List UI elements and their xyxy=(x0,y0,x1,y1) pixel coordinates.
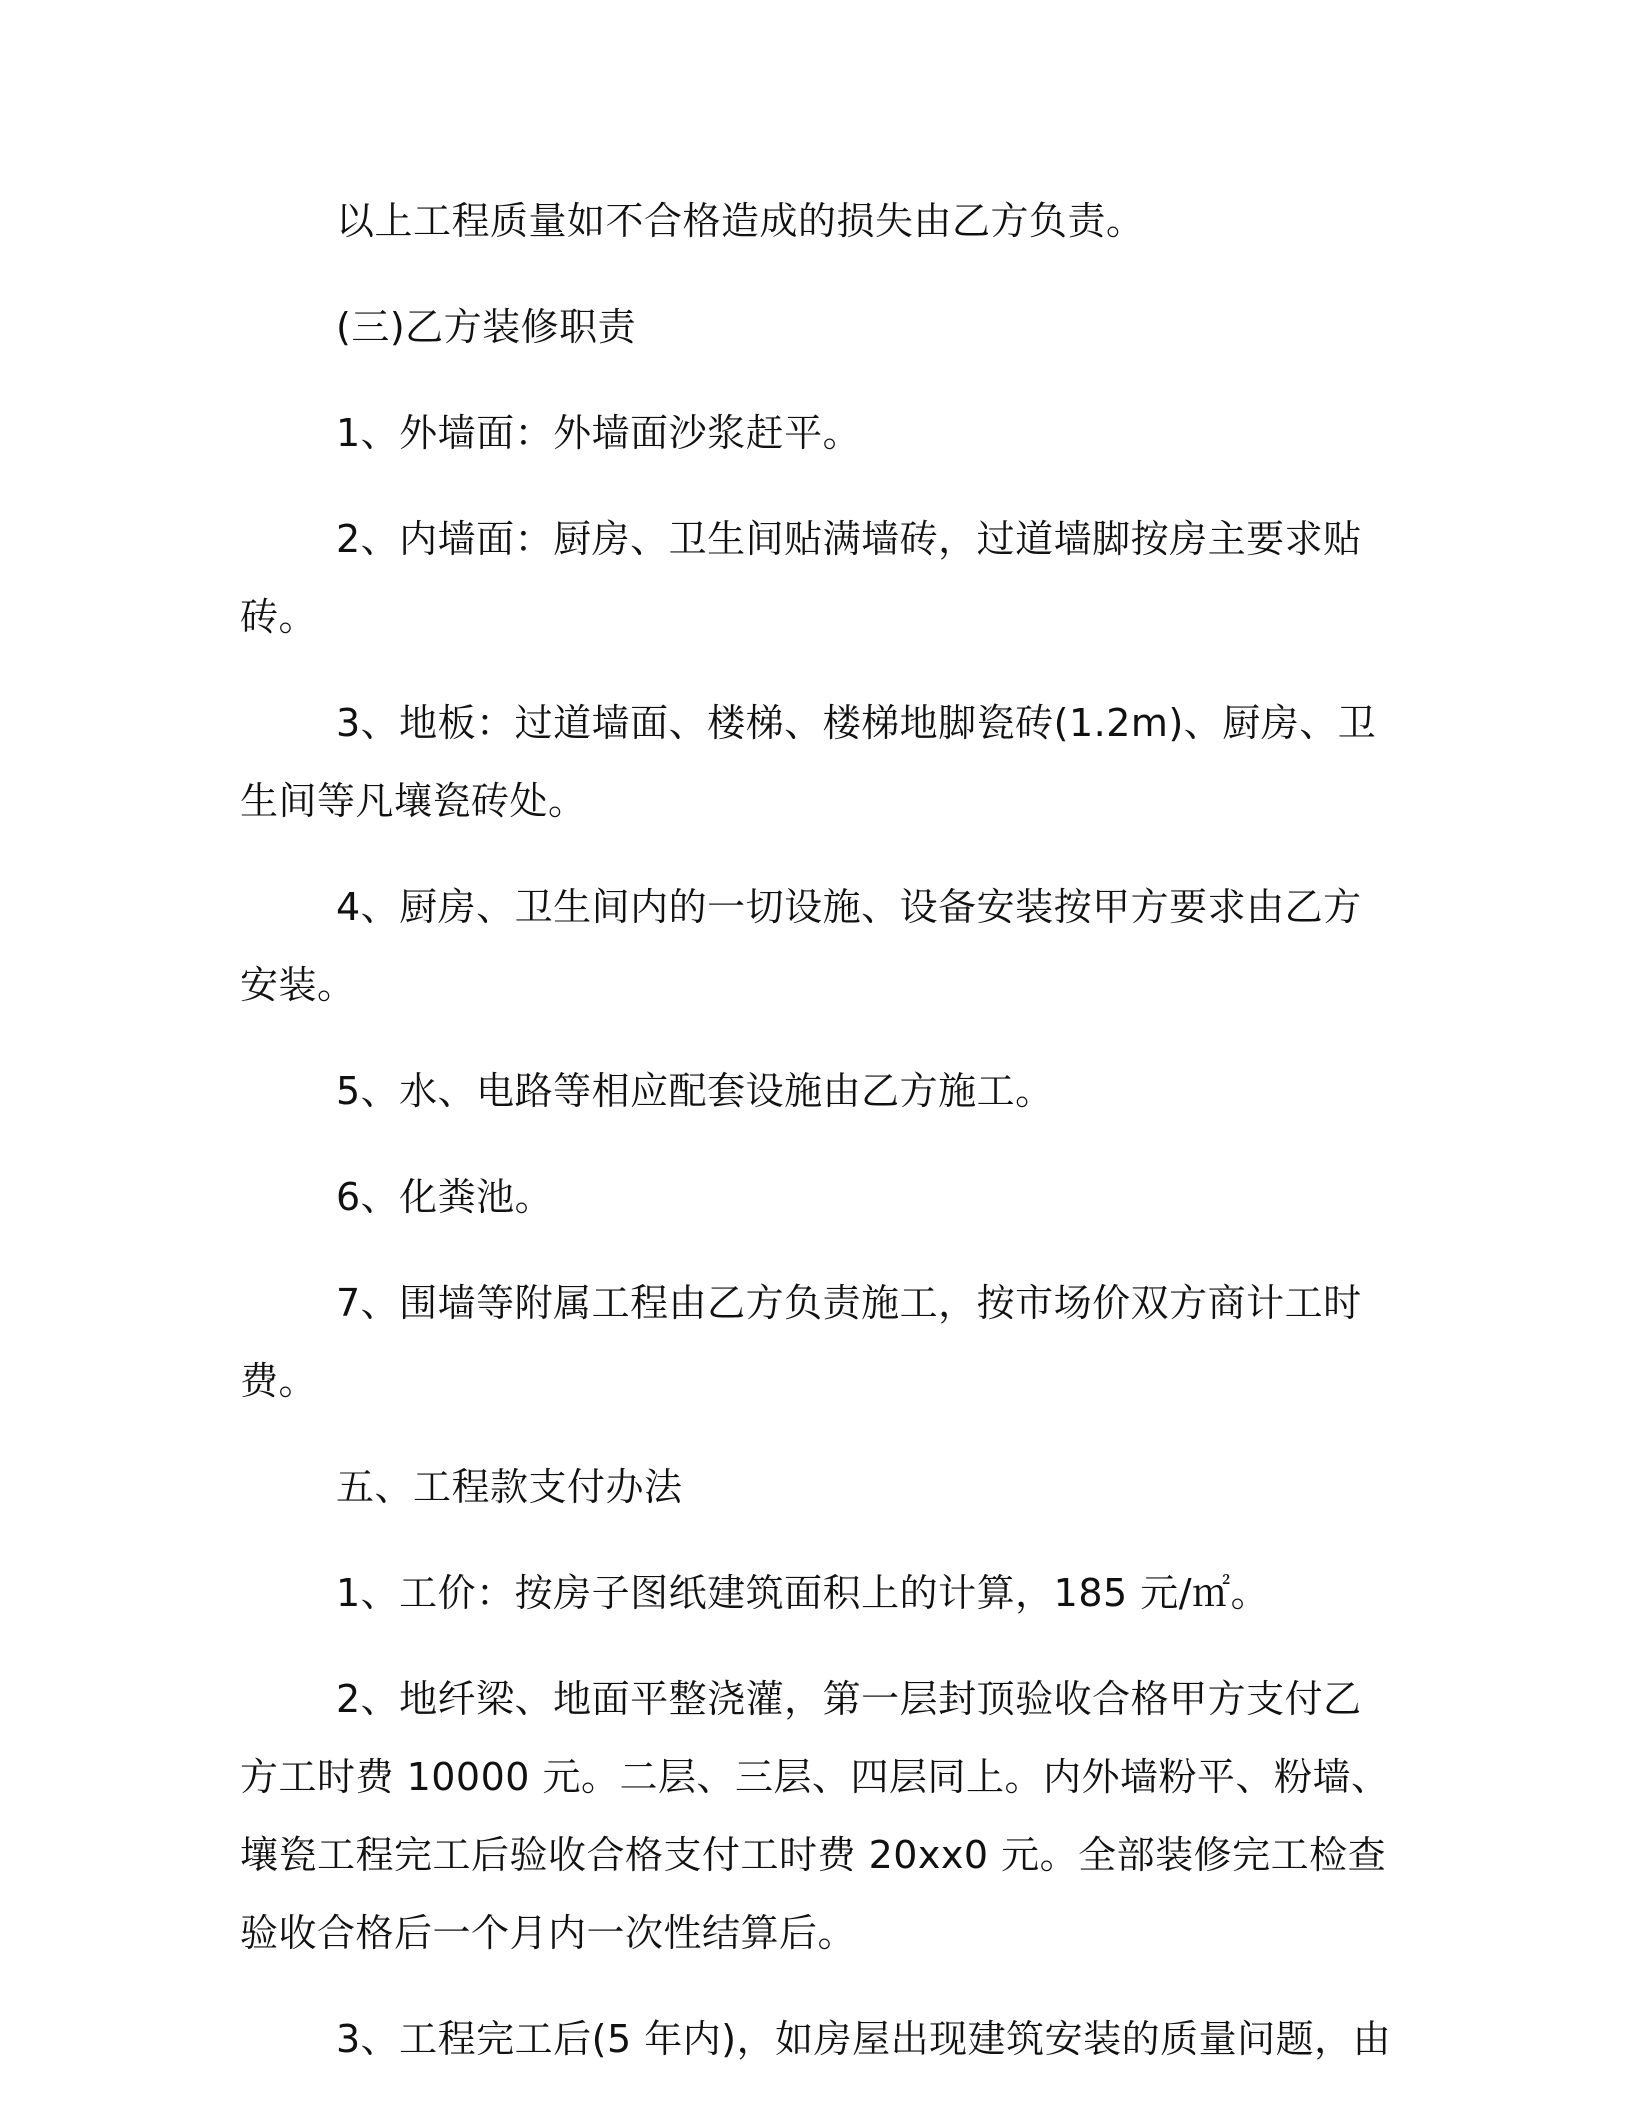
paragraph-septic-tank: 6、化粪池。 xyxy=(336,1175,554,1219)
paragraph-water-electric: 5、水、电路等相应配套设施由乙方施工。 xyxy=(336,1069,1054,1113)
paragraph-payment-schedule: 2、地纤梁、地面平整浇灌，第一层封顶验收合格甲方支付乙方工时费 10000 元。二层、三层、四层同上。内外墙粉平、粉墙、壤瓷工程完工后验收合格支付工时费 20xx0 元。全部装修完工检查验收合格后一个月内一次性结算后。 xyxy=(240,1677,1390,1955)
paragraph-warranty: 3、工程完工后(5 年内)，如房屋出现建筑安装的质量问题，由 xyxy=(336,2017,1392,2061)
paragraph-labor-price: 1、工价：按房子图纸建筑面积上的计算，185 元/㎡。 xyxy=(336,1571,1270,1615)
paragraph-exterior-wall: 1、外墙面：外墙面沙浆赶平。 xyxy=(336,411,862,455)
document-body xyxy=(240,182,1392,2106)
heading-payment-method: 五、工程款支付办法 xyxy=(336,1465,683,1509)
paragraph-interior-wall: 2、内墙面：厨房、卫生间贴满墙砖，过道墙脚按房主要求贴砖。 xyxy=(240,517,1362,639)
paragraph-enclosure-wall: 7、围墙等附属工程由乙方负责施工，按市场价双方商计工时费。 xyxy=(240,1281,1362,1403)
heading-decoration-duties: (三)乙方装修职责 xyxy=(336,305,637,349)
paragraph-kitchen-bathroom: 4、厨房、卫生间内的一切设施、设备安装按甲方要求由乙方安装。 xyxy=(240,885,1362,1007)
paragraph-floor: 3、地板：过道墙面、楼梯、楼梯地脚瓷砖(1.2m)、厨房、卫生间等凡壤瓷砖处。 xyxy=(240,701,1377,823)
paragraph-quality-loss: 以上工程质量如不合格造成的损失由乙方负责。 xyxy=(336,199,1145,243)
